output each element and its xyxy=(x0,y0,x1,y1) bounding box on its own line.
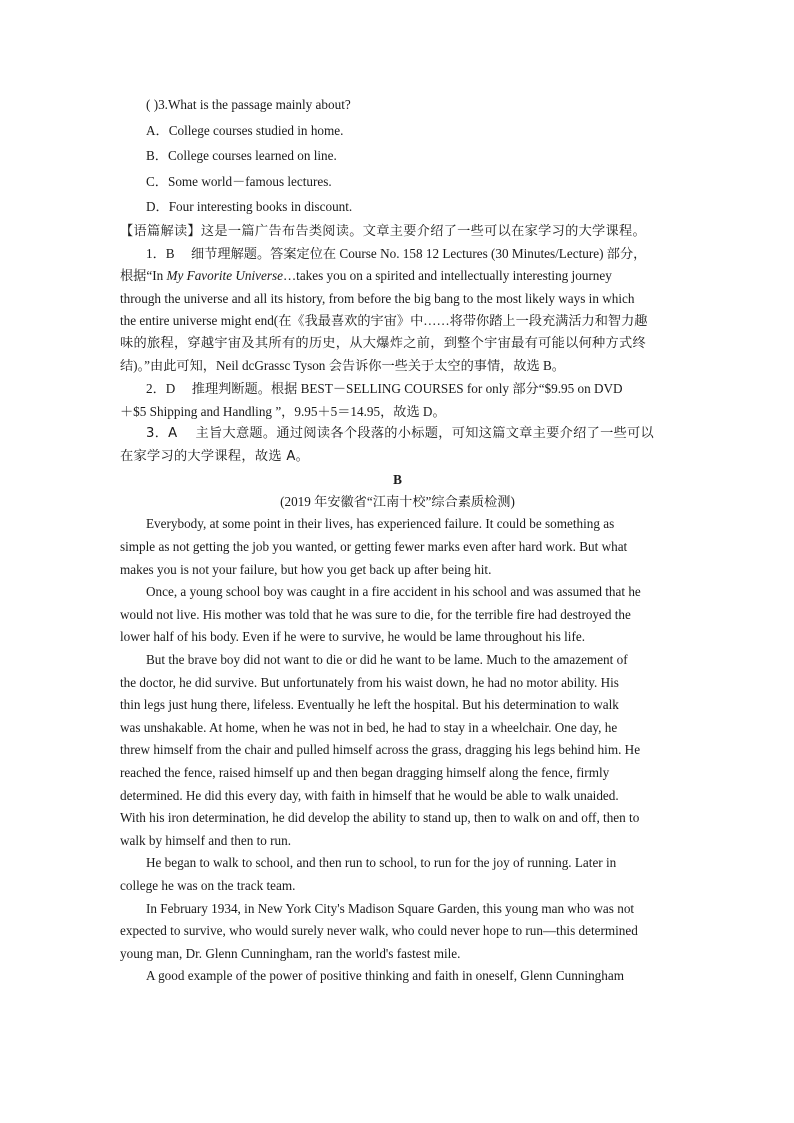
passage-line: was unshakable. At home, when he was not in bed, he had to stay in a wheelchair. One day, he xyxy=(120,719,618,735)
passage-line: In February 1934, in New York City's Madison Square Garden, this young man who was not xyxy=(146,900,635,916)
section-b-source: (2019 年安徽省“江南十校”综合素质检测) xyxy=(280,494,515,510)
passage-line: simple as not getting the job you wanted, or getting fewer marks even after hard work. But what xyxy=(120,539,628,555)
answer-2-line-2: ＋$5 Shipping and Handling ”，9.95＋5＝14.95，故选 D。 xyxy=(120,403,446,419)
answer-1-line-5: 味的旅程，穿越宇宙及其所有的历史，从大爆炸之前，到整个宇宙最有可能以何种方式终 xyxy=(120,335,647,351)
passage-line: A good example of the power of positive thinking and faith in oneself, Glenn Cunningham xyxy=(146,968,624,984)
question-3-option-c: C．Some world－famous lectures. xyxy=(146,173,332,189)
answer-1-line-3: through the universe and all its history, from before the big bang to the most likely ways in which xyxy=(120,290,635,306)
passage-line: makes you is not your failure, but how you get back up after being hit. xyxy=(120,561,492,577)
answer-3-line-2: 在家学习的大学课程，故选 A。 xyxy=(120,448,310,464)
passage-line: expected to survive, who would surely never walk, who could never hope to run—this determined xyxy=(120,923,638,939)
question-3-option-d: D．Four interesting books in discount. xyxy=(146,199,353,214)
question-3-option-b: B．College courses learned on line. xyxy=(146,148,337,163)
passage-line: reached the fence, raised himself up and then began dragging himself along the fence, firmly xyxy=(120,764,610,780)
passage-line: With his iron determination, he did develop the ability to stand up, then to walk on and off, then to xyxy=(120,810,640,826)
answer-1-line-6: 结)。”由此可知，Neil dcGrassc Tyson 会告诉你一些关于太空的事情，故选 B。 xyxy=(120,358,565,374)
passage-line: thin legs just hung there, lifeless. Eventually he left the hospital. But his determination to walk xyxy=(120,697,619,713)
passage-line: determined. He did this every day, with faith in himself that he would be able to walk unaided. xyxy=(120,787,619,803)
passage-line: He began to walk to school, and then run to school, to run for the joy of running. Later in xyxy=(146,855,617,871)
answer-1-quote-line xyxy=(120,265,675,288)
passage-line: But the brave boy did not want to die or did he want to be lame. Much to the amazement of xyxy=(146,652,628,667)
passage-line: lower half of his body. Even if he were to survive, he would be lame throughout his life. xyxy=(120,629,585,645)
passage-line: the doctor, he did survive. But unfortunately from his waist down, he had no motor ability. His xyxy=(120,674,619,690)
document-page xyxy=(120,92,675,988)
question-3-option-a: A．College courses studied in home. xyxy=(146,122,344,138)
answer-1-quote-pre: 根据“In xyxy=(120,268,167,284)
answer-1-quote-post: …takes you on a spirited and intellectually interesting journey xyxy=(282,268,612,284)
answer-2-line-1: 2．D 推理判断题。根据 BEST－SELLING COURSES for only 部分“$9.95 on DVD xyxy=(146,381,623,397)
passage-line: college he was on the track team. xyxy=(120,877,296,893)
passage-line: Once, a young school boy was caught in a fire accident in his school and was assumed that he xyxy=(146,584,641,600)
passage-line: walk by himself and then to run. xyxy=(120,832,292,848)
answer-1-line-4: the entire universe might end(在《我最喜欢的宇宙》中……将带你踏上一段充满活力和智力趣 xyxy=(120,313,648,329)
question-3-prompt: ( )3.What is the passage mainly about? xyxy=(146,97,351,112)
answer-1-book-title: My Favorite Universe xyxy=(166,268,283,284)
passage-line: young man, Dr. Glenn Cunningham, ran the world's fastest mile. xyxy=(120,945,461,961)
passage-line: would not live. His mother was told that he was sure to die, for the terrible fire had destroyed the xyxy=(120,606,631,622)
answer-3-line-1: 3．A 主旨大意题。通过阅读各个段落的小标题，可知这篇文章主要介绍了一些可以 xyxy=(146,426,655,442)
passage-line: Everybody, at some point in their lives, has experienced failure. It could be something as xyxy=(146,516,615,532)
answer-1-lead: 1．B 细节理解题。答案定位在 Course No. 158 12 Lectures (30 Minutes/Lecture) 部分， xyxy=(146,245,647,261)
section-b-title: B xyxy=(393,472,402,488)
analysis-heading: 【语篇解读】这是一篇广告布告类阅读。文章主要介绍了一些可以在家学习的大学课程。 xyxy=(120,223,647,239)
passage-line: threw himself from the chair and pulled himself across the grass, dragging his legs behind him. He xyxy=(120,742,641,758)
